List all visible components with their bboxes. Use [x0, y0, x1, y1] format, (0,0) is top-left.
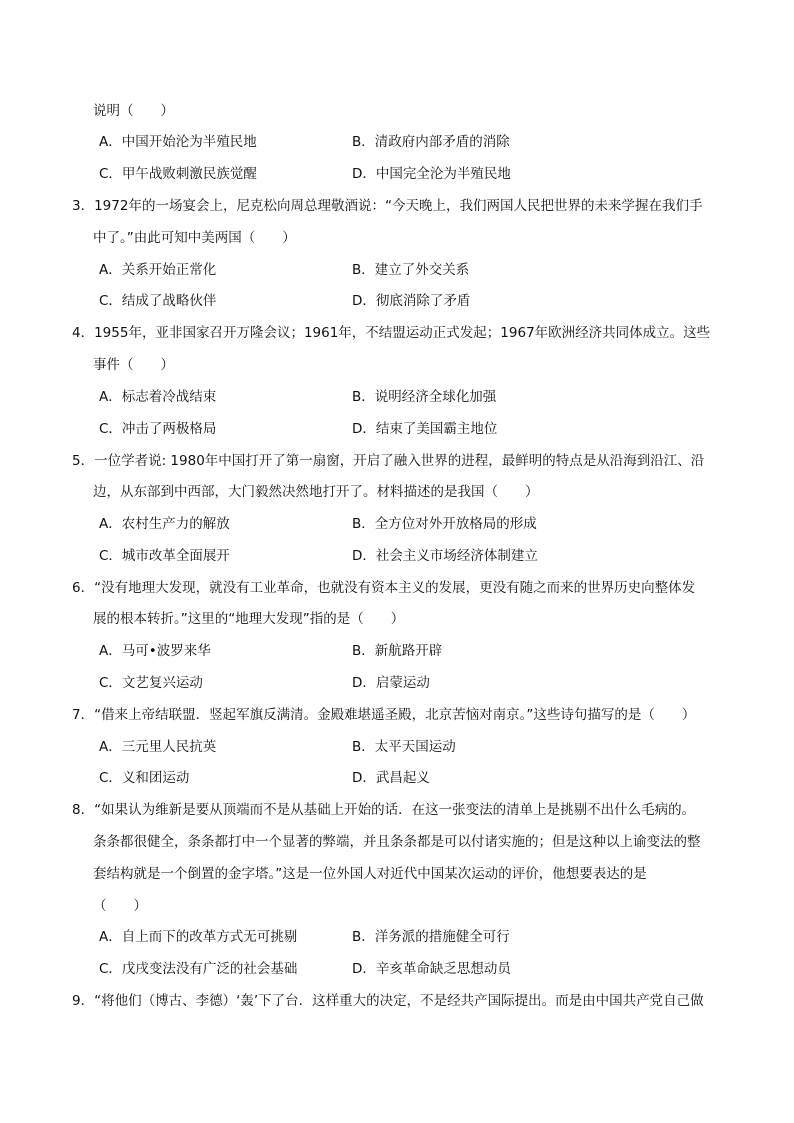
question-3-option-d: D．彻底消除了矛盾 — [352, 293, 471, 309]
question-3-stem-line-1: 3．1972年的一场宴会上，尼克松向周总理敬酒说：“今天晚上，我们两国人民把世界的未来学握在我们手 — [72, 198, 703, 214]
question-7-option-c: C．义和团运动 — [99, 770, 190, 786]
question-5-option-c: C．城市改革全面展开 — [99, 548, 230, 564]
question-3-option-a: A．关系开始正常化 — [99, 262, 217, 278]
question-4-option-c: C．冲击了两极格局 — [99, 421, 217, 437]
question-6-option-d: D．启蒙运动 — [352, 675, 430, 691]
question-8-option-a: A．自上而下的改革方式无可挑剔 — [99, 929, 298, 945]
question-6-option-c: C．文艺复兴运动 — [99, 675, 203, 691]
question-2-option-c: C．甲午战败刺激民族觉醒 — [99, 166, 257, 182]
question-3-stem-line-2: 中了。”由此可知中美两国（ ） — [93, 230, 296, 246]
question-4-stem-line-1: 4．1955年，亚非国家召开万隆会议；1961年，不结盟运动正式发起；1967年欧洲经济共同体成立。这些 — [72, 325, 711, 341]
question-8-option-c: C．戊戌变法没有广泛的社会基础 — [99, 961, 298, 977]
question-7-option-b: B．太平天国运动 — [352, 739, 456, 755]
question-8-stem-line-3: 套结构就是一个倒置的金字塔。”这是一位外国人对近代中国某次运动的评价，他想要表达的是 — [93, 866, 647, 882]
question-4-option-d: D．结束了美国霸主地位 — [352, 421, 498, 437]
question-7-option-d: D．武昌起义 — [352, 770, 430, 786]
question-8-stem-line-1: 8．“如果认为维新是要从顶端而不是从基础上开始的话．在这一张变法的清单上是挑剔不出什么毛病的。 — [72, 802, 696, 818]
question-7-option-a: A．三元里人民抗英 — [99, 739, 217, 755]
question-8-stem-line-2: 条条都很健全，条条都打中一个显著的弊端，并且条条都是可以付诸实施的；但是这种以上谕变法的整 — [93, 834, 701, 850]
question-8-option-d: D．辛亥革命缺乏思想动员 — [352, 961, 511, 977]
question-6-option-a: A．马可•波罗来华 — [99, 643, 211, 659]
question-9-stem-line-1: 9．“将他们（博古、李德）‘轰’下了台．这样重大的决定，不是经共产国际提出。而是由中国共产党自己做 — [72, 993, 704, 1009]
question-2-tail: 说明（ ） — [93, 103, 174, 119]
question-6-option-b: B．新航路开辟 — [352, 643, 443, 659]
question-2-option-d: D．中国完全沦为半殖民地 — [352, 166, 511, 182]
question-8-option-b: B．洋务派的措施健全可行 — [352, 929, 510, 945]
question-5-option-b: B．全方位对外开放格局的形成 — [352, 516, 537, 532]
question-5-option-d: D．社会主义市场经济体制建立 — [352, 548, 538, 564]
question-4-option-a: A．标志着冷战结束 — [99, 389, 217, 405]
question-2-option-a: A．中国开始沦为半殖民地 — [99, 134, 257, 150]
question-4-option-b: B．说明经济全球化加强 — [352, 389, 497, 405]
question-7-stem-line-1: 7．“借来上帝结联盟．竖起军旗反满清。金殿难堪遥圣殿，北京苦恼对南京。”这些诗句描写的是（ ） — [72, 707, 696, 723]
question-2-option-b: B．清政府内部矛盾的消除 — [352, 134, 510, 150]
question-6-stem-line-1: 6．“没有地理大发现，就没有工业革命，也就没有资本主义的发展，更没有随之而来的世界历史向整体发 — [72, 580, 696, 596]
question-5-option-a: A．农村生产力的解放 — [99, 516, 230, 532]
question-6-stem-line-2: 展的根本转折。”这里的“地理大发现”指的是（ ） — [93, 611, 405, 627]
question-5-stem-line-2: 边，从东部到中西部，大门毅然决然地打开了。材料描述的是我国（ ） — [93, 484, 539, 500]
question-5-stem-line-1: 5．一位学者说: 1980年中国打开了第一扇窗，开启了融入世界的进程，最鲜明的特点是从沿海到沿江、沿 — [72, 453, 705, 469]
question-4-stem-line-2: 事件（ ） — [93, 357, 174, 373]
question-3-option-b: B．建立了外交关系 — [352, 262, 470, 278]
question-8-stem-line-4: （ ） — [93, 898, 147, 914]
question-3-option-c: C．结成了战略伙伴 — [99, 293, 217, 309]
